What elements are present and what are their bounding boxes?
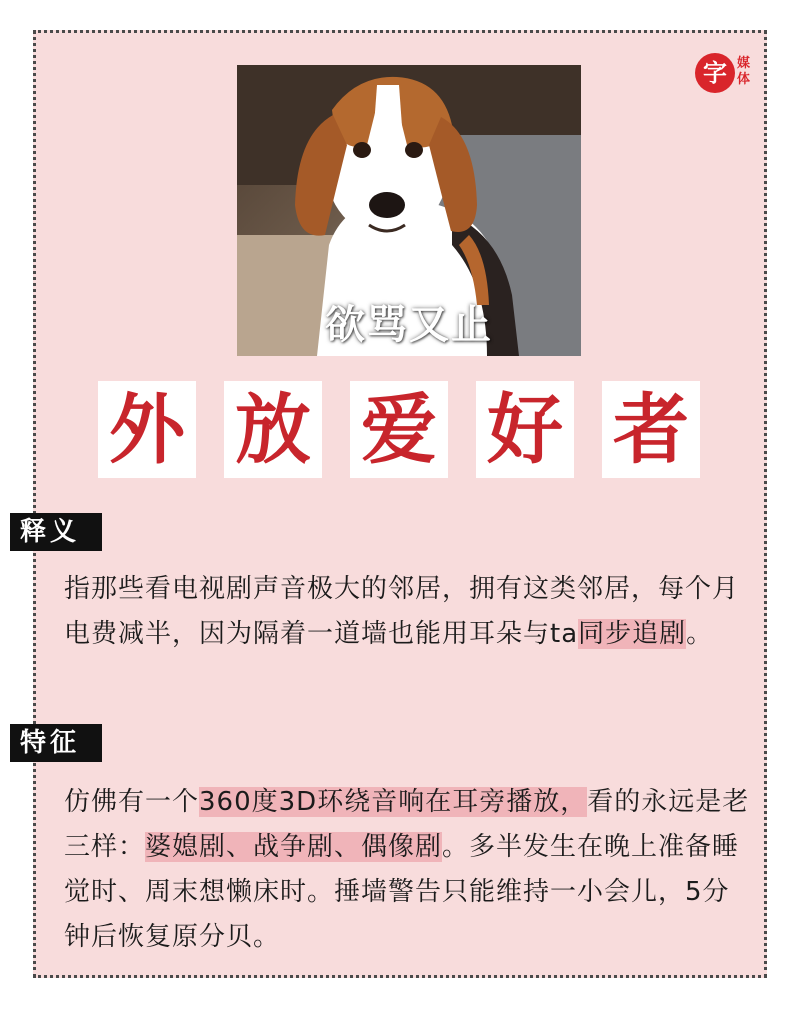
features-part: 仿佛有一个	[64, 787, 200, 817]
definition-text	[64, 567, 754, 657]
title-char: 好	[476, 381, 574, 478]
title-char: 爱	[350, 381, 448, 478]
features-highlight: 婆媳剧、战争剧、偶像剧	[145, 832, 443, 862]
definition-end: 。	[686, 619, 714, 649]
title-char: 者	[602, 381, 700, 478]
logo-side-text: 媒体	[737, 56, 751, 87]
brand-logo	[695, 53, 757, 101]
title-char: 外	[98, 381, 196, 478]
features-highlight: 360度3D环绕音响在耳旁播放，	[199, 787, 588, 817]
title-char: 放	[224, 381, 322, 478]
beagle-photo	[237, 65, 581, 356]
features-label: 特征	[10, 724, 102, 762]
definition-label: 释义	[10, 513, 102, 551]
logo-badge: 字	[695, 53, 735, 93]
features-part: 。多半发生在晚上准备睡觉时、周末想懒床时。捶墙警告只能维持一小会儿，5分钟后恢复原分贝。	[64, 832, 740, 952]
definition-body: 指那些看电视剧声音极大的邻居，拥有这类邻居，每个月电费减半，因为隔着一道墙也能用耳朵与ta	[64, 574, 740, 649]
features-text	[64, 780, 754, 960]
features-part: 看的永远是老三样：	[64, 787, 750, 862]
image-caption: 欲骂又止	[325, 302, 493, 348]
definition-highlight: 同步追剧	[578, 619, 687, 649]
page-title	[98, 381, 702, 478]
